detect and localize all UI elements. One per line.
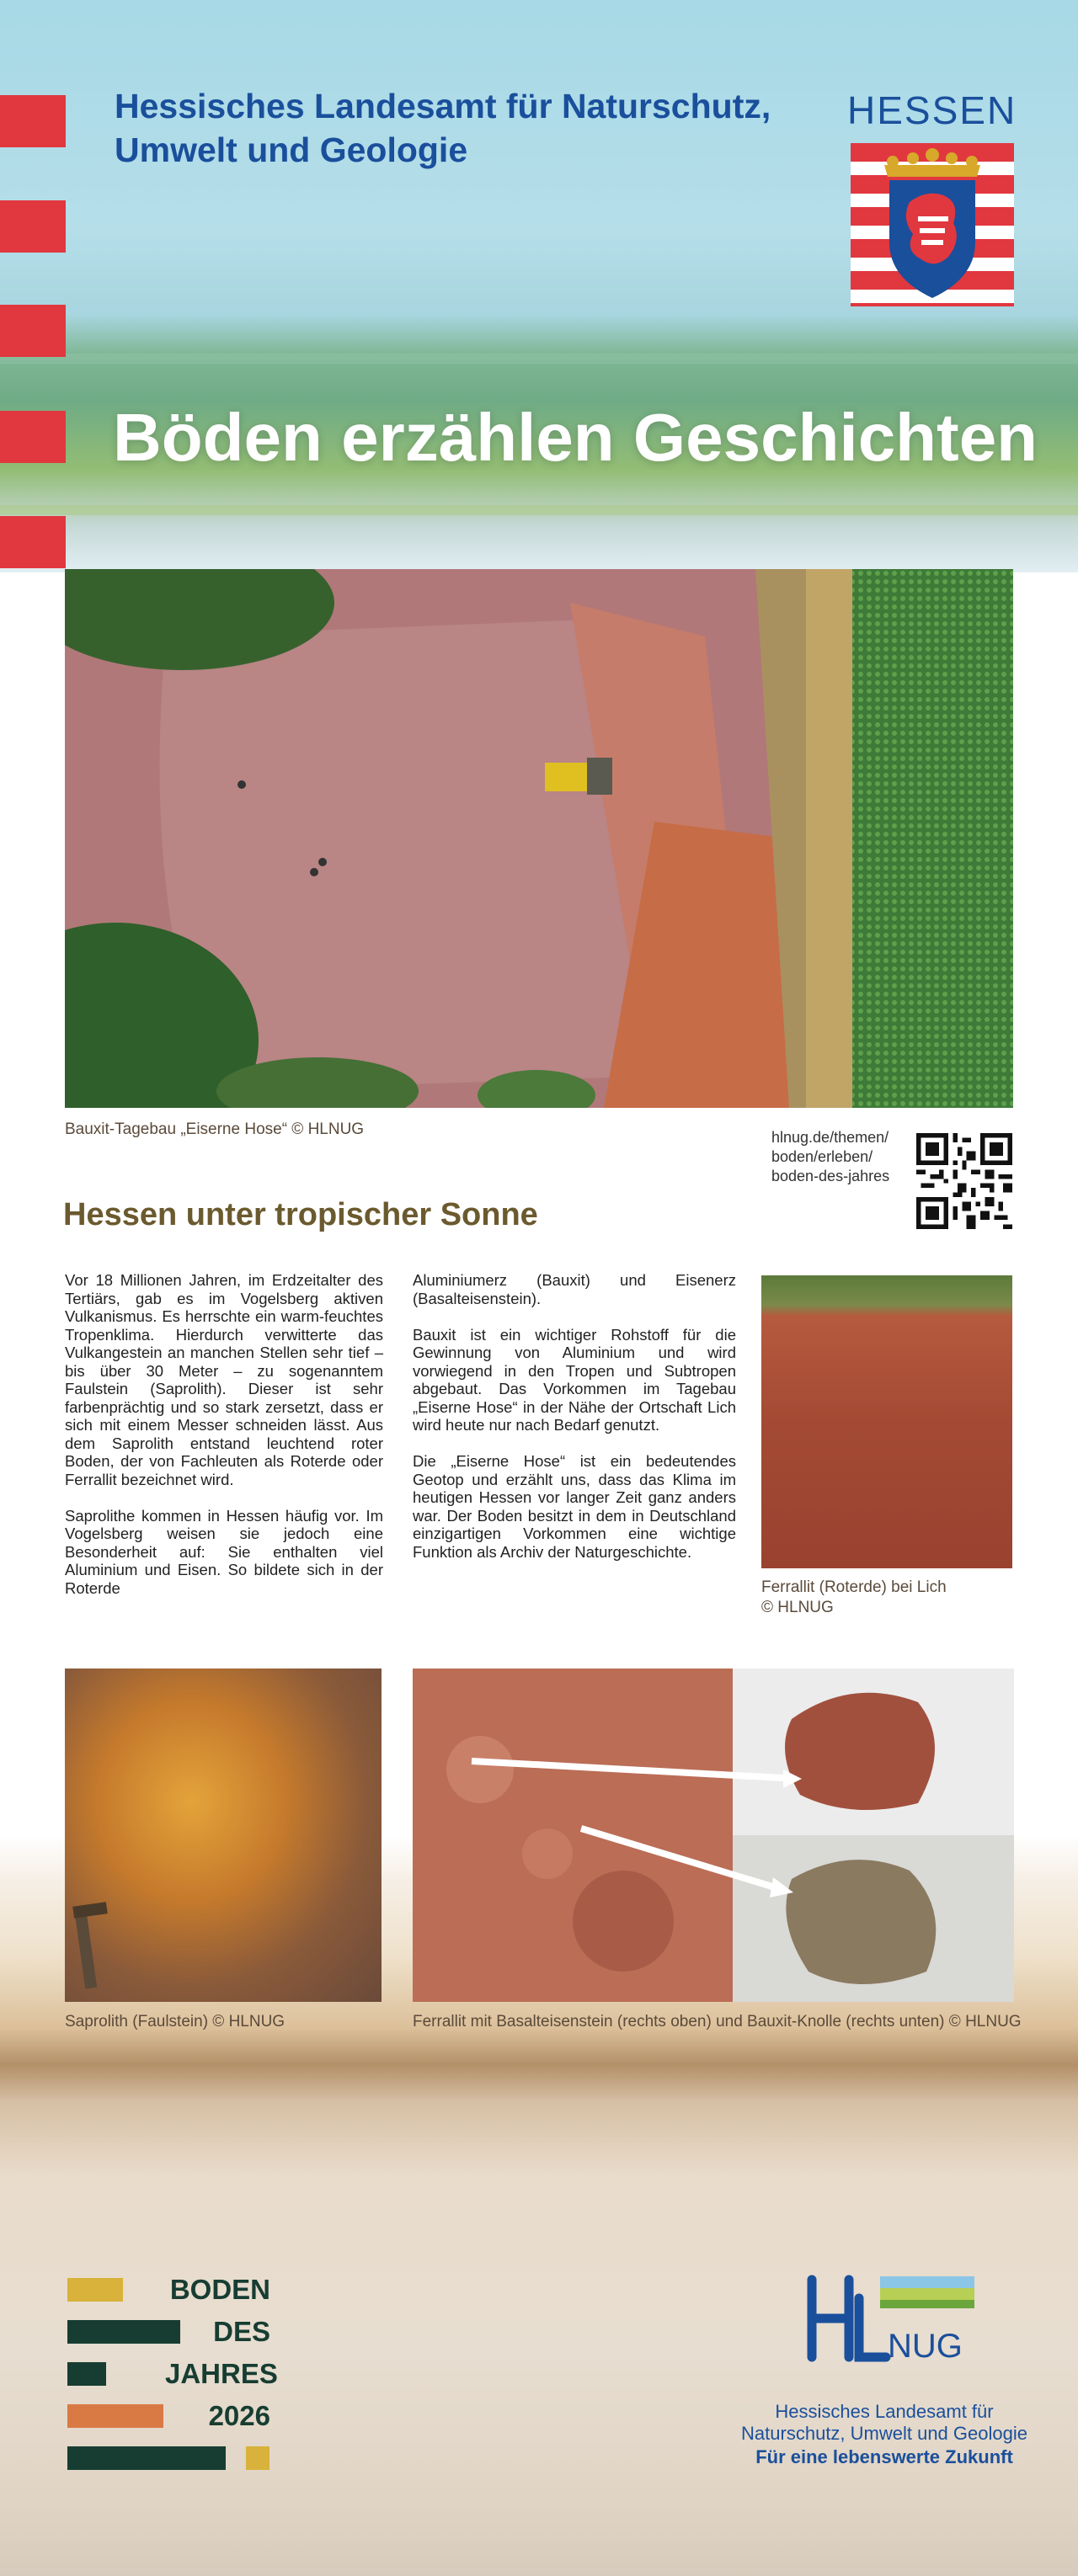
red-square-decoration <box>0 411 66 463</box>
hlnug-tagline: Für eine lebenswerte Zukunft <box>755 2446 1013 2467</box>
header-stripe <box>0 354 1078 364</box>
caption-ferrallit-line1: Ferrallit (Roterde) bei Lich <box>761 1578 947 1596</box>
paragraph: Vor 18 Millionen Jahren, im Erdzeitalter des Tertiärs, gab es im Vogelsberg aktiven Vulkanismus. Es herrschte ein warm-feuchtes Tropenklima. Hierdurch verwitterte das Vulkangestein an manchen Stellen sehr tief – bis über 30 Meter – zu sogenanntem Faulstein (Saprolith). Dieser ist sehr farbenprächtig und so stark zersetzt, dass er sich mit einem Messer schneiden lässt. Aus dem Saprolith entstand leuchtend roter Boden, der von Fachleuten als Roterde oder Ferrallit bezeichnet wird. <box>65 1271 383 1488</box>
logo-word-boden: BODEN <box>169 2274 270 2305</box>
red-square-decoration <box>0 305 66 357</box>
logo-bar <box>67 2320 180 2344</box>
red-square-decoration <box>0 95 66 147</box>
header-stripe <box>0 505 1078 515</box>
organization-name <box>115 84 805 172</box>
text-column-2 <box>413 1271 736 1579</box>
photo-saprolith <box>65 1669 382 2002</box>
caption-ferrallit <box>761 1578 947 1618</box>
logo-bar <box>67 2278 123 2302</box>
caption-aerial: Bauxit-Tagebau „Eiserne Hose“ © HLNUG <box>65 1120 365 1138</box>
org-name-line1: Hessisches Landesamt für Naturschutz, <box>115 87 771 125</box>
paragraph: Aluminiumerz (Bauxit) und Eisenerz (Basalteisenstein). <box>413 1271 736 1307</box>
paragraph: Bauxit ist ein wichtiger Rohstoff für die Gewinnung von Aluminium und wird vorwiegend in den Tropen und Subtropen abgebaut. Das Vorkommen im Tagebau „Eiserne Hose“ in der Nähe der Ortschaft Lich wird heute nur nach Bedarf genutzt. <box>413 1325 736 1434</box>
section-title: Hessen unter tropischer Sonne <box>63 1197 538 1232</box>
qr-code-icon[interactable] <box>916 1133 1012 1229</box>
logo-word-des: DES <box>213 2316 270 2347</box>
text-column-1 <box>65 1271 383 1615</box>
caption-ferrallit-line2: © HLNUG <box>761 1599 834 1616</box>
paragraph: Die „Eiserne Hose“ ist ein bedeutendes Geotop und erzählt uns, dass das Klima im heutigen Hessen vor langer Zeit ganz anders war. Der Boden besitzt in dem in Deutschland einzigartigen Vorkommen eine wichtige Funktion als Archiv der Naturgeschichte. <box>413 1452 736 1561</box>
photo-saprolith-drawing <box>65 1669 382 2002</box>
hlnug-logo-letters: NUG <box>888 2328 963 2365</box>
logo-word-year: 2026 <box>208 2400 270 2431</box>
website-link[interactable] <box>771 1128 906 1186</box>
website-link-line3: boden-des-jahres <box>771 1168 890 1184</box>
aerial-photo-drawing <box>65 569 1013 1108</box>
photo-ferrallit-roterde <box>761 1275 1012 1568</box>
website-link-line2: boden/erleben/ <box>771 1148 873 1165</box>
hlnug-name-line1: Hessisches Landesamt für <box>775 2401 994 2422</box>
hlnug-name-line2: Naturschutz, Umwelt und Geologie <box>741 2423 1027 2444</box>
paragraph: Saprolithe kommen in Hessen häufig vor. Im Vogelsberg weisen sie jedoch eine Besonderheit auf: Sie enthalten viel Aluminium und Eisen. So bildete sich in der Roterde <box>65 1506 383 1597</box>
caption-ferrallit-rocks: Ferrallit mit Basalteisenstein (rechts oben) und Bauxit-Knolle (rechts unten) © HLNUG <box>413 2013 1022 2030</box>
logo-bar <box>67 2404 163 2428</box>
hlnug-logo-icon <box>783 2273 977 2382</box>
red-square-decoration <box>0 516 66 568</box>
photo-ferrallit-rocks-drawing <box>413 1669 1014 2002</box>
aerial-photo-quarry <box>65 569 1013 1108</box>
logo-bar <box>246 2446 270 2470</box>
hessen-wordmark: HESSEN <box>847 88 1017 132</box>
caption-saprolith: Saprolith (Faulstein) © HLNUG <box>65 2013 286 2030</box>
photo-ferrallit-rocks <box>413 1669 1014 2002</box>
logo-bar <box>67 2446 226 2470</box>
page-title: Böden erzählen Geschichten <box>113 400 1038 475</box>
logo-word-jahres: JAHRES <box>165 2358 278 2389</box>
hessen-crest-icon <box>851 143 1014 306</box>
org-name-line2: Umwelt und Geologie <box>115 130 468 169</box>
red-square-decoration <box>0 200 66 253</box>
website-link-line1: hlnug.de/themen/ <box>771 1129 889 1146</box>
logo-bar <box>67 2362 106 2386</box>
